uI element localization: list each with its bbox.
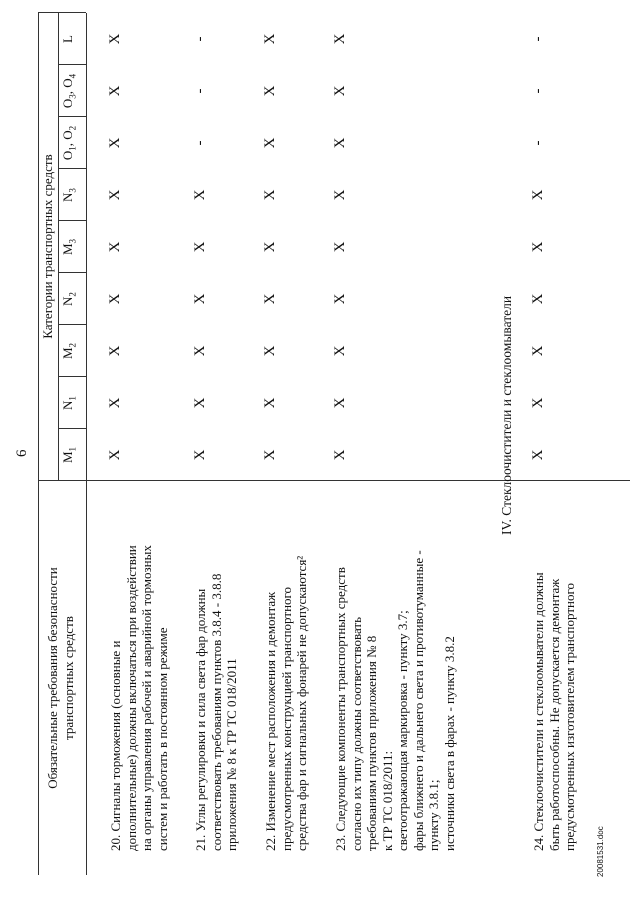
row-line: 22. Изменение мест расположения и демонтаж: [263, 591, 278, 851]
row-line: на органы управления рабочей и аварийной тормозных: [139, 545, 154, 851]
mark: -: [192, 88, 208, 94]
mark: X: [530, 345, 546, 357]
mark: X: [107, 293, 123, 305]
mark: X: [262, 85, 278, 97]
mark: X: [530, 189, 546, 201]
mark: X: [332, 293, 348, 305]
category-m3: $M_3$: [60, 238, 78, 256]
requirements-header-line: транспортных средств: [61, 616, 76, 740]
category-m2: $M_2$: [60, 342, 78, 360]
mark: X: [332, 137, 348, 149]
category-separator: [58, 64, 86, 65]
row-line: средства фар и сигнальных фонарей не допускаются²: [294, 555, 309, 851]
row-line: светоотражающая маркировка - пункту 3.7;: [395, 610, 410, 851]
mark: X: [332, 189, 348, 201]
mark: X: [107, 137, 123, 149]
mark: X: [107, 33, 123, 45]
mark: X: [262, 345, 278, 357]
mark: X: [262, 241, 278, 253]
category-m1: $M_1$: [60, 446, 78, 464]
category-separator: [58, 168, 86, 169]
mark: -: [192, 36, 208, 42]
mark: X: [107, 85, 123, 97]
mark: X: [332, 449, 348, 461]
row-line: источники света в фарах - пункту 3.8.2: [441, 636, 457, 851]
category-separator: [58, 376, 86, 377]
mark: -: [192, 140, 208, 146]
column-divider: [38, 480, 630, 481]
row-24-description: [531, 487, 578, 851]
row-line: 20. Сигналы торможения (основные и: [108, 640, 123, 851]
mark: -: [530, 36, 546, 42]
requirements-table: [38, 13, 630, 875]
category-header-divider: [58, 13, 59, 481]
mark: X: [332, 397, 348, 409]
mark: X: [192, 449, 208, 461]
mark: -: [530, 88, 546, 94]
mark: X: [332, 345, 348, 357]
row-20-description: [108, 487, 170, 851]
mark: X: [530, 241, 546, 253]
row-line: пункту 3.8.1;: [426, 779, 441, 851]
mark: X: [192, 345, 208, 357]
row-22-description: [263, 487, 310, 851]
categories-header: Категории транспортных средств: [40, 154, 55, 339]
row-line: дополнительные) должны включаться при воздействии: [123, 545, 139, 851]
mark: X: [262, 33, 278, 45]
header-bottom-border: [86, 13, 87, 875]
category-n2: $N_2$: [60, 292, 78, 306]
row-line: 21. Углы регулировки и сила света фар должны: [193, 588, 208, 851]
row-line: соответствовать требованиям пунктов 3.8.4 - 3.8.8: [208, 573, 224, 851]
mark: -: [530, 140, 546, 146]
mark: X: [332, 241, 348, 253]
row-line: быть работоспособны. Не допускается демонтаж: [546, 578, 562, 851]
mark: X: [107, 241, 123, 253]
row-line: требованиям пунктов приложения № 8: [364, 635, 379, 851]
row-line: согласно их типу должны соответствовать: [348, 616, 364, 851]
mark: X: [530, 293, 546, 305]
mark: X: [262, 449, 278, 461]
row-line: к ТР ТС 018/2011:: [379, 750, 395, 851]
row-line: предусмотренных изготовителем транспортного: [562, 583, 577, 851]
mark: X: [262, 293, 278, 305]
mark: X: [192, 293, 208, 305]
category-separator: [58, 220, 86, 221]
document-footer: 20081531.doc: [596, 826, 605, 877]
category-l: L: [60, 35, 75, 43]
mark: X: [192, 189, 208, 201]
category-n1: $N_1$: [60, 396, 78, 410]
category-separator: [58, 428, 86, 429]
row-line: предусмотренных конструкцией транспортного: [278, 586, 294, 851]
mark: X: [262, 397, 278, 409]
section-title: IV. Стеклоочистители и стеклоомыватели: [499, 295, 514, 535]
row-line: систем и работать в постоянном режиме: [154, 627, 170, 851]
mark: X: [192, 397, 208, 409]
category-separator: [58, 272, 86, 273]
requirements-header-line: Обязательные требования безопасности: [45, 567, 60, 789]
mark: X: [262, 137, 278, 149]
row-line: 24. Стеклоочистители и стеклоомыватели должны: [531, 572, 546, 851]
category-n3: $N_3$: [60, 188, 78, 202]
mark: X: [107, 449, 123, 461]
category-separator: [58, 116, 86, 117]
category-separator: [58, 324, 86, 325]
row-21-description: [193, 487, 240, 851]
mark: X: [192, 241, 208, 253]
mark: X: [530, 397, 546, 409]
mark: X: [107, 345, 123, 357]
mark: X: [262, 189, 278, 201]
row-line: фары ближнего и дальнего света и противотуманные -: [410, 550, 426, 851]
mark: X: [107, 189, 123, 201]
row-23-description: [333, 487, 457, 851]
row-line: 23. Следующие компоненты транспортных средств: [333, 567, 348, 851]
requirements-header: [38, 481, 86, 875]
mark: X: [107, 397, 123, 409]
category-o1-o2: $O_1$, $O_2$: [60, 125, 78, 161]
page-number: 6: [14, 449, 30, 457]
category-o3-o4: $O_3$, $O_4$: [60, 73, 78, 109]
mark: X: [332, 85, 348, 97]
mark: X: [332, 33, 348, 45]
mark: X: [530, 449, 546, 461]
row-line: приложения № 8 к ТР ТС 018/2011: [224, 658, 239, 851]
